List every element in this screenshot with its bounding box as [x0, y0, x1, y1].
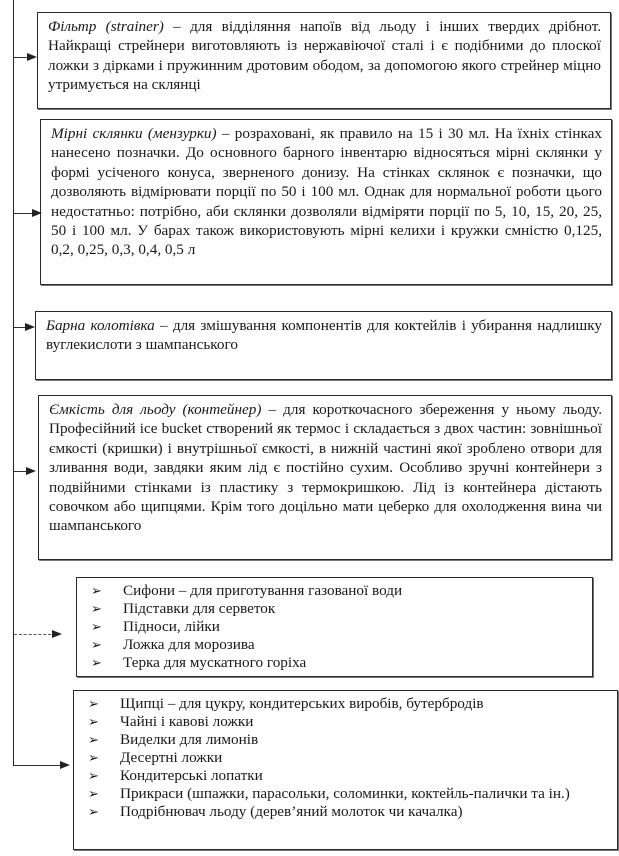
list-item: ➢ Виделки для лимонів	[88, 731, 259, 748]
connector-list-2	[14, 765, 64, 766]
arrow-bullet-icon: ➢	[88, 714, 99, 729]
arrow-bullet-icon: ➢	[91, 601, 102, 616]
term-bar-muddler: Барна колотівка	[46, 317, 155, 334]
arrow-list-2-icon	[60, 761, 70, 769]
list-box-utensils	[73, 690, 618, 850]
list-item: ➢ Подрібнювач льоду (дерев’яний молоток чи качалка)	[88, 803, 463, 820]
arrow-bullet-icon: ➢	[91, 655, 102, 670]
arrow-bar-muddler-icon	[25, 323, 35, 331]
list-misc-inventory	[91, 582, 584, 672]
arrow-bullet-icon: ➢	[88, 732, 99, 747]
list-item: ➢ Підставки для серветок	[91, 600, 276, 617]
arrow-strainer-icon	[27, 53, 37, 61]
connector-measuring-glasses	[14, 213, 34, 214]
desc-strainer: – для відділяння напоїв від льоду і інших твердих дрібнот. Найкращі стрейнери виготовляють із нержавіючої сталі і є подібними до плоскої ложки з дірками і пружинним дротовим ободом, за допомогою якого стрейнер міцно утримується на склянці	[48, 18, 601, 94]
list-item: ➢ Чайні і кавові ложки	[88, 713, 254, 730]
box-bar-muddler	[35, 311, 612, 380]
list-item: ➢ Підноси, лійки	[91, 618, 220, 635]
tree-trunk-line	[13, 0, 14, 766]
arrow-bullet-icon: ➢	[88, 786, 99, 801]
box-strainer	[37, 12, 611, 109]
arrow-bullet-icon: ➢	[88, 750, 99, 765]
list-item: ➢ Десертні ложки	[88, 749, 223, 766]
arrow-bullet-icon: ➢	[91, 637, 102, 652]
desc-ice-container: – для короткочасного збереження у ньому льоду. Професійний ice bucket створений як термос і складається з двох частин: зовнішньої ємкості (кришки) і внутрішньої ємкості, в нижній частині якої зроблено отвори для зливання води, завдяки яким лід є постійно сухим. Особливо зручні контейнери з подвійними стінками із пластику з термокришкою. Лід із контейнера дістають совочком або щипцями. Крім того доцільно мати цеберко для охолодження вина чи шампанського	[49, 401, 602, 535]
list-item: ➢ Ложка для морозива	[91, 636, 255, 653]
list-item: ➢ Сифони – для приготування газованої води	[91, 582, 403, 599]
list-item: ➢ Прикраси (шпажки, парасольки, соломинки, коктейль-палички та ін.)	[88, 785, 570, 802]
desc-bar-muddler: – для змішування компонентів для коктейлів і убирання надлишку вуглекислоти з шампанського	[46, 317, 602, 354]
connector-list-1	[14, 634, 56, 635]
term-measuring-glasses: Мірні склянки (мензурки)	[51, 125, 217, 142]
arrow-ice-container-icon	[26, 467, 36, 475]
list-box-misc-inventory	[76, 577, 593, 677]
arrow-bullet-icon: ➢	[91, 619, 102, 634]
list-item: ➢ Кондитерські лопатки	[88, 767, 263, 784]
arrow-bullet-icon: ➢	[91, 583, 102, 598]
connector-strainer	[14, 57, 28, 58]
box-measuring-glasses	[40, 119, 612, 285]
list-utensils	[88, 695, 609, 821]
list-item: ➢ Щипці – для цукру, кондитерських виробів, бутербродів	[88, 695, 484, 712]
list-item: ➢ Терка для мускатного горіха	[91, 654, 307, 671]
term-ice-container: Ємкість для льоду (контейнер)	[49, 401, 262, 418]
box-ice-container	[38, 395, 612, 560]
desc-measuring-glasses: – розраховані, як правило на 15 і 30 мл. На їхніх стінках нанесено позначки. До основного барного інвентарю відносяться мірні склянки у формі усіченого конуса, зверненого донизу. На стінках склянок є позначки, що дозволяють відмірювати порції по 50 і 100 мл. Однак для нормальної роботи цього недостатньо: потрібно, аби склянки дозволяли відміряти порції по 5, 10, 15, 20, 25, 50 і 100 мл. У барах також використовують мірні келихи і кружки смністю 0,125, 0,2, 0,25, 0,3, 0,4, 0,5 л	[51, 125, 602, 259]
arrow-bullet-icon: ➢	[88, 768, 99, 783]
arrow-bullet-icon: ➢	[88, 804, 99, 819]
arrow-bullet-icon: ➢	[88, 696, 99, 711]
term-strainer: Фільтр (strainer)	[48, 18, 164, 35]
arrow-list-1-icon	[52, 630, 62, 638]
